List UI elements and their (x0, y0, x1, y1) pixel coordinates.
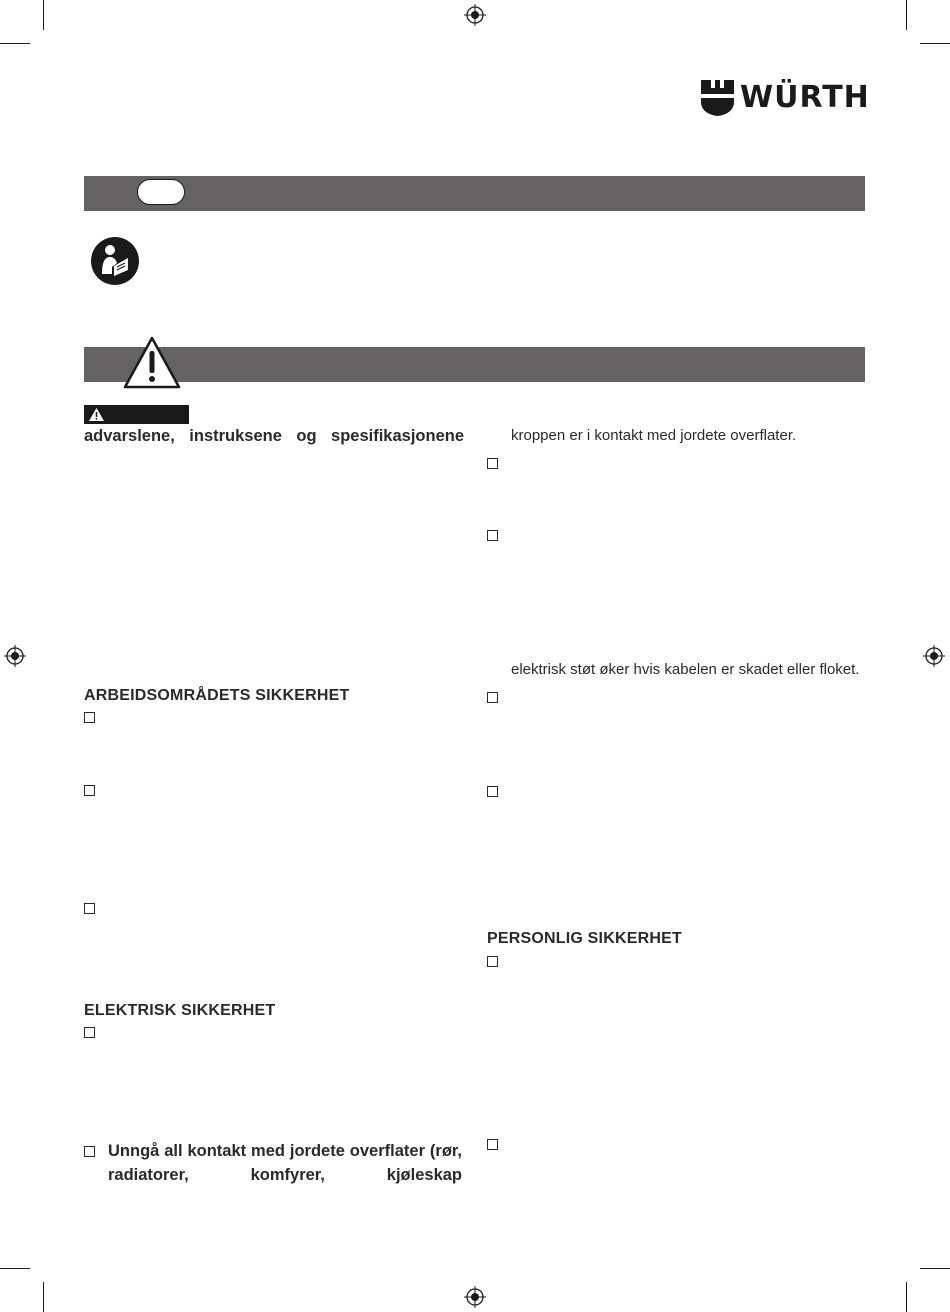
work-area-safety-heading: ARBEIDSOMRÅDETS SIKKERHET (84, 687, 350, 704)
intro-text: advarslene, instruksene og spesifikasjonene (84, 427, 464, 445)
checkbox (84, 903, 95, 914)
brand-name: WÜRTH (740, 80, 870, 115)
crop-mark-top-right-v (906, 0, 907, 30)
safety-header-bar (84, 347, 865, 382)
read-manual-icon (90, 236, 140, 286)
checkbox (487, 1139, 498, 1150)
crop-mark-top-left-h (0, 43, 30, 44)
checkbox (487, 956, 498, 967)
language-header-bar (84, 176, 865, 211)
registration-mark-icon (464, 4, 486, 26)
registration-mark-icon (4, 645, 26, 667)
checkbox (487, 458, 498, 469)
checkbox (487, 786, 498, 797)
checkbox (84, 712, 95, 723)
checkbox (487, 530, 498, 541)
body-contact-text: kroppen er i kontakt med jordete overflater. (511, 427, 797, 444)
language-code-badge (137, 179, 185, 205)
checkbox (84, 1027, 95, 1038)
crop-mark-bottom-right-h (920, 1268, 950, 1269)
checkbox (487, 692, 498, 703)
checkbox (84, 785, 95, 796)
warning-triangle-icon (122, 335, 182, 391)
grounded-surfaces-warning: Unngå all kontakt med jordete overflater (rør, radiatorer, komfyrer, kjøleskap (108, 1142, 462, 1184)
cable-damage-text: elektrisk støt øker hvis kabelen er skadet eller floket. (511, 661, 860, 678)
crop-mark-bottom-left-v (43, 1282, 44, 1312)
crop-mark-bottom-right-v (906, 1282, 907, 1312)
personal-safety-heading: PERSONLIG SIKKERHET (487, 930, 682, 947)
crop-mark-top-left-v (43, 0, 44, 30)
warning-label-badge (84, 405, 189, 424)
electrical-safety-heading: ELEKTRISK SIKKERHET (84, 1002, 276, 1019)
warning-small-icon (88, 407, 105, 422)
wurth-logo-icon (701, 80, 734, 116)
registration-mark-icon (464, 1286, 486, 1308)
checkbox (84, 1146, 95, 1157)
registration-mark-icon (923, 645, 945, 667)
crop-mark-top-right-h (920, 43, 950, 44)
crop-mark-bottom-left-h (0, 1268, 30, 1269)
